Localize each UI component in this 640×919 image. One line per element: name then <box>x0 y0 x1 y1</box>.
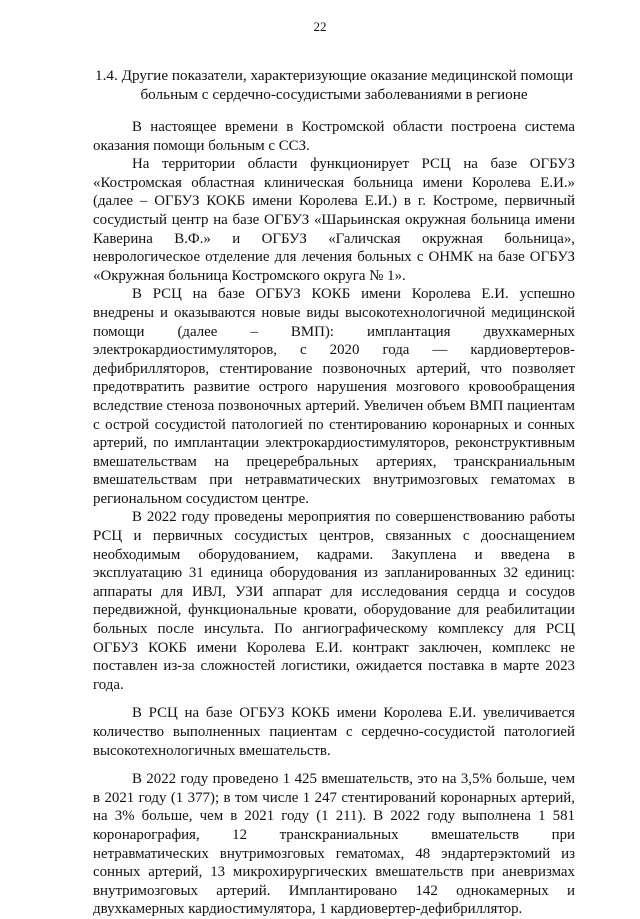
paragraph-4: В 2022 году проведены мероприятия по совершенствованию работы РСЦ и первичных сосудистых центров, связанных с дооснащением необходимым оборудованием, кадрами. Закуплена и введена в эксплуатацию 31 единица оборудования из запланированных 32 единиц: аппараты для ИВЛ, УЗИ аппарат для исследования сердца и сосудов передвижной, функциональные кровати, оборудование для реабилитации больных после инсульта. По ангиографическому комплексу для РСЦ ОГБУЗ КОКБ имени Королева Е.И. контракт заключен, комплекс не поставлен из-за сложностей логистики, ожидается поставка в марте 2023 года. <box>93 509 575 693</box>
page-number: 22 <box>313 19 327 34</box>
paragraph-3: В РСЦ на базе ОГБУЗ КОКБ имени Королева Е.И. успешно внедрены и оказываются новые виды высокотехнологичной медицинской помощи (далее – ВМП): имплантация двухкамерных электрокардиостимуляторов, с 2020 года — кардиовертеров-дефибрилляторов, стентирование позвоночных артерий, что позволяет предотвратить развитие острого нарушения мозгового кровообращения вследствие стеноза позвоночных артерий. Увеличен объем ВМП пациентам с острой сосудистой патологией по стентированию коронарных и сонных артерий, по имплантации электрокардиостимуляторов, реконструктивным вмешательствам на прецеребральных артериях, транскраниальным вмешательствам при нетравматических внутримозговых гематомах в региональном сосудистом центре. <box>93 286 575 507</box>
paragraph-6: В 2022 году проведено 1 425 вмешательств, это на 3,5% больше, чем в 2021 году (1 377); в том числе 1 247 стентирований коронарных артерий, на 3% больше, чем в 2021 году (1 211). В 2022 году выполнена 1 581 коронарография, 12 транскраниальных вмешательств при нетравматических внутримозговых гематомах, 48 эндартерэктомий из сонных артерий, 13 микрохирургических вмешательств при аневризмах внутримозговых артерий. Имплантировано 142 однокамерных и двухкамерных кардиостимулятора, 1 кардиовертер-дефибриллятор. <box>93 771 575 918</box>
paragraph-2: На территории области функционирует РСЦ на базе ОГБУЗ «Костромская областная клиническая больница имени Королева Е.И.» (далее – ОГБУЗ КОКБ имени Королева Е.И.) в г. Костроме, первичный сосудистый центр на базе ОГБУЗ «Шарьинская окружная больница имени Каверина В.Ф.» и ОГБУЗ «Галичская окружная больница», неврологическое отделение для лечения больных с ОНМК на базе ОГБУЗ «Окружная больница Костромского округа № 1». <box>93 156 575 284</box>
section-heading: 1.4. Другие показатели, характеризующие оказание медицинской помощи больным с сердечно-сосудистыми заболеваниями в регионе <box>95 67 573 103</box>
document-body <box>93 118 575 919</box>
paragraph-1: В настоящее времени в Костромской области построена система оказания помощи больным с ССЗ. <box>93 119 575 154</box>
paragraph-5: В РСЦ на базе ОГБУЗ КОКБ имени Королева Е.И. увеличивается количество выполненных пациентам с сердечно-сосудистой патологией высокотехнологичных вмешательств. <box>93 705 575 759</box>
